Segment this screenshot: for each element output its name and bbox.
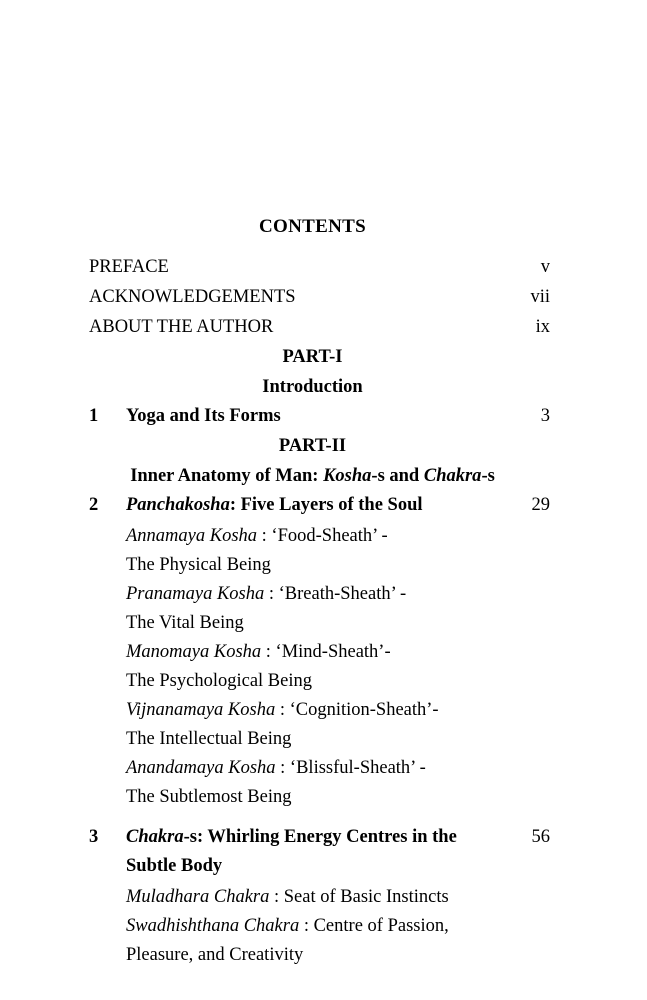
chapter-number: 1: [89, 406, 99, 426]
sub-entry-term: Vijnanamaya Kosha: [126, 700, 276, 720]
sub-entry-continuation: The Intellectual Being: [126, 729, 292, 749]
part-subtitle-segment: -s and: [371, 466, 424, 486]
front-matter-label: PREFACE: [89, 257, 169, 277]
toc-chapter-row[interactable]: [89, 491, 550, 520]
chapter-title: [126, 823, 516, 881]
sub-entry-term: Muladhara Chakra: [126, 887, 270, 907]
toc-chapter-row[interactable]: [89, 402, 550, 431]
sub-entry-continuation: The Physical Being: [126, 555, 271, 575]
part-subtitle-1: Introduction: [262, 377, 363, 397]
sub-entry-term: Swadhishthana Chakra: [126, 916, 300, 936]
front-matter-label: ACKNOWLEDGEMENTS: [89, 287, 296, 307]
toc-sub-entry[interactable]: [126, 638, 550, 696]
part-heading-2: PART-II: [278, 436, 347, 456]
chapter-title-term: Panchakosha: [126, 495, 230, 515]
chapter-number: 2: [89, 495, 99, 515]
toc-sub-entry[interactable]: [126, 522, 550, 580]
sub-entry-term: Pranamaya Kosha: [126, 584, 265, 604]
front-matter-label: ABOUT THE AUTHOR: [89, 317, 274, 337]
sub-entry-gloss: : ‘Breath-Sheath’ -: [264, 584, 407, 604]
part-subtitle-2: [89, 461, 550, 491]
toc-sub-entry[interactable]: [126, 754, 550, 812]
part-heading-1: PART-I: [282, 347, 343, 367]
part-subtitle-segment-chakra: Chakra: [423, 466, 482, 486]
toc-chapter-row[interactable]: [89, 823, 550, 881]
sub-entry-continuation: The Subtlemost Being: [126, 787, 292, 807]
sub-entry-term: Manomaya Kosha: [126, 642, 262, 662]
chapter-number: 3: [89, 827, 99, 847]
front-matter-page-number: v: [540, 257, 550, 277]
sub-entry-term: Annamaya Kosha: [126, 526, 258, 546]
sub-entry-gloss: : ‘Mind-Sheath’-: [261, 642, 391, 662]
part-subtitle-segment-kosha: Kosha: [323, 466, 372, 486]
sub-entry-gloss: : Centre of Passion,: [299, 916, 449, 936]
part-subtitle-segment: -s: [481, 466, 495, 486]
sub-entry-continuation: The Psychological Being: [126, 671, 312, 691]
sub-entry-gloss: : ‘Blissful-Sheath’ -: [275, 758, 426, 778]
chapter-page-number: 29: [531, 495, 550, 515]
sub-entry-continuation: The Vital Being: [126, 613, 244, 633]
toc-sub-entry[interactable]: [126, 883, 550, 912]
chapter-title-rest: : Five Layers of the Soul: [229, 495, 423, 515]
sub-entry-gloss: : ‘Food-Sheath’ -: [257, 526, 388, 546]
toc-front-matter-row[interactable]: [89, 252, 550, 282]
chapter-title: Yoga and Its Forms: [126, 406, 281, 426]
sub-entry-gloss: : ‘Cognition-Sheath’-: [275, 700, 439, 720]
sub-entry-gloss: : Seat of Basic Instincts: [269, 887, 449, 907]
front-matter-page-number: ix: [535, 317, 550, 337]
toc-sub-entry[interactable]: [126, 696, 550, 754]
toc-sub-entry[interactable]: [126, 912, 550, 970]
toc-front-matter-row[interactable]: [89, 282, 550, 312]
part-subtitle-segment: Inner Anatomy of Man:: [130, 466, 324, 486]
chapter-title: [126, 491, 516, 520]
table-of-contents: [89, 216, 550, 970]
sub-entry-term: Anandamaya Kosha: [126, 758, 276, 778]
page-title: CONTENTS: [259, 216, 366, 237]
toc-sub-entry[interactable]: [126, 580, 550, 638]
chapter-title-continuation: Subtle Body: [126, 856, 223, 876]
chapter-page-number: 3: [540, 406, 550, 426]
front-matter-page-number: vii: [530, 287, 550, 307]
chapter-page-number: 56: [531, 827, 550, 847]
chapter-title-rest: -s: Whirling Energy Centres in the: [183, 827, 457, 847]
sub-entry-continuation: Pleasure, and Creativity: [126, 945, 304, 965]
toc-front-matter-row[interactable]: [89, 312, 550, 342]
chapter-title-term: Chakra: [126, 827, 184, 847]
